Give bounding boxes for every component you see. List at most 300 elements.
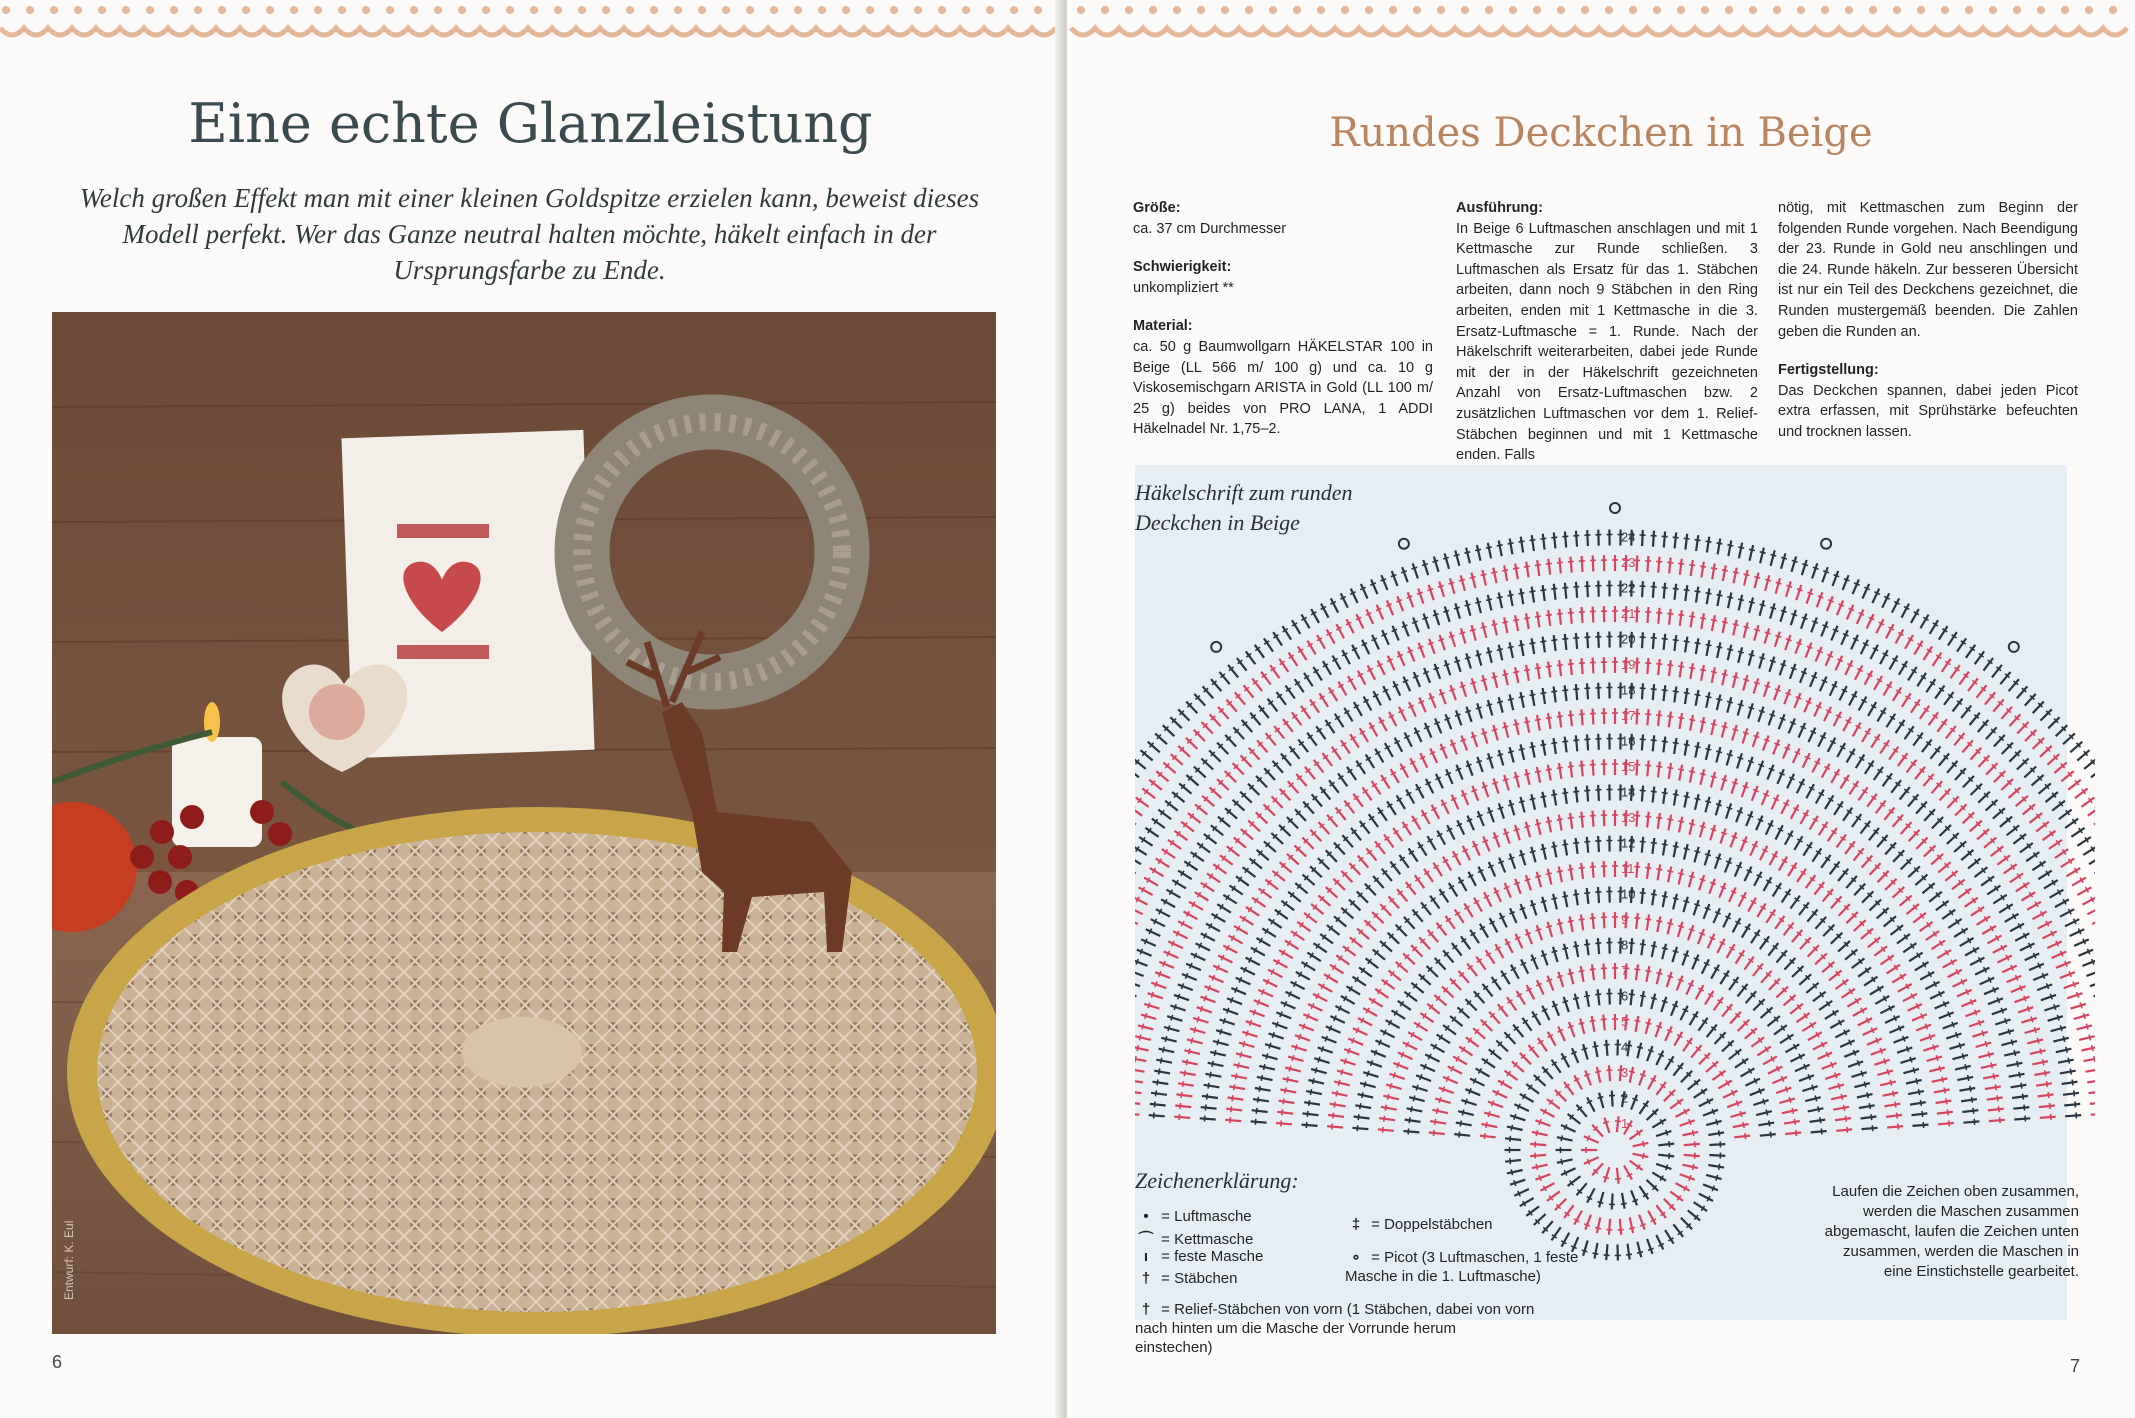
stitch-crossbar [1573,740,1579,741]
stitch-mark [1705,850,1710,865]
stitch-crossbar [1310,1089,1311,1095]
stitch-mark [1375,749,1383,763]
stitch-crossbar [1494,891,1499,894]
stitch-mark [1229,1086,1245,1089]
stitch-mark [1307,953,1321,962]
stitch-mark [1711,772,1715,788]
stitch-crossbar [1295,1045,1297,1051]
stitch-mark [1223,946,1237,953]
stitch-mark [2047,941,2062,948]
stitch-mark [1225,1120,1241,1121]
stitch-mark [1273,960,1287,968]
stitch-mark [1570,608,1571,624]
stitch-crossbar [2051,1114,2052,1120]
stitch-mark [1709,1144,1725,1145]
stitch-mark [1151,983,1166,988]
stitch-crossbar [1694,851,1700,853]
stitch-crossbar [1645,919,1651,920]
stitch-mark [1587,530,1588,546]
stitch-crossbar [1821,1128,1822,1134]
stitch-crossbar [1174,1004,1176,1010]
stitch-mark [1403,1042,1417,1049]
stitch-mark [2077,837,2090,846]
stitch-crossbar [1689,719,1695,720]
stitch-mark [2015,933,2029,940]
stitch-mark [1688,925,1693,940]
stitch-crossbar [1817,650,1823,652]
stitch-crossbar [1348,1048,1350,1054]
stitch-mark [1483,837,1489,852]
stitch-crossbar [1632,1200,1638,1202]
stitch-mark [1653,633,1654,649]
stitch-mark [1816,647,1822,662]
stitch-mark [1576,633,1577,649]
stitch-crossbar [1427,589,1433,591]
stitch-mark [1680,610,1682,626]
stitch-mark [1999,904,2013,913]
stitch-mark [1537,663,1540,679]
stitch-crossbar [1541,901,1547,903]
stitch-crossbar [1936,1055,1938,1061]
stitch-crossbar [1823,571,1829,573]
stitch-crossbar [1465,657,1471,659]
stitch-mark [1379,1118,1395,1120]
stitch-crossbar [1774,743,1780,745]
stitch-crossbar [1645,816,1651,817]
stitch-mark [1642,734,1643,750]
stitch-mark [1493,725,1497,740]
stitch-crossbar [1861,1071,1863,1077]
stitch-mark [1574,1211,1582,1225]
stitch-mark [1504,565,1507,581]
stitch-mark [1446,769,1452,784]
stitch-mark [1470,930,1479,943]
stitch-crossbar [1557,976,1563,978]
stitch-mark [1950,1044,1965,1049]
stitch-mark [1150,868,1164,876]
stitch-crossbar [1791,668,1797,670]
stitch-crossbar [1667,871,1673,872]
stitch-mark [1351,589,1358,603]
picot-mark [2009,642,2019,652]
stitch-mark [1387,801,1396,814]
stitch-crossbar [1593,1046,1599,1047]
stitch-crossbar [1684,693,1690,694]
stitch-mark [1920,615,1928,629]
stitch-crossbar [1243,1041,1245,1047]
stitch-mark [1557,1137,1573,1140]
stitch-crossbar [1161,1058,1162,1064]
stitch-mark [1595,1243,1598,1259]
stitch-mark [1454,1134,1470,1136]
stitch-crossbar [1807,646,1813,648]
pattern-title: Rundes Deckchen in Beige [1329,110,1873,156]
stitch-mark [1647,915,1649,931]
stitch-mark [1772,1077,1787,1083]
stitch-crossbar [1771,555,1777,557]
stitch-crossbar [1770,714,1776,716]
stitch-mark [1701,562,1703,578]
stitch-crossbar [1376,608,1382,610]
stitch-crossbar [1412,621,1418,623]
stitch-crossbar [1562,690,1568,691]
stitch-mark [1698,929,1704,944]
stitch-mark [1204,1085,1220,1088]
stitch-crossbar [1781,557,1787,559]
stitch-mark [1664,532,1665,548]
stitch-crossbar [2063,1036,2064,1042]
stitch-mark [2088,807,2095,816]
stitch-mark [1703,1110,1718,1116]
stitch-mark [1759,653,1764,668]
stitch-crossbar [1894,1016,1897,1021]
stitch-mark [1845,661,1852,675]
stitch-crossbar [1352,1038,1354,1044]
stitch-crossbar [1604,1045,1610,1046]
stitch-mark [2044,880,2058,888]
stitch-mark [1760,1134,1776,1136]
stitch-mark [1526,929,1532,944]
stitch-mark [1435,719,1441,734]
stitch-mark [1135,981,1140,986]
stitch-mark [1173,931,1187,938]
stitch-crossbar [1884,1059,1886,1065]
stitch-mark [1874,767,1883,780]
stitch-crossbar [1459,632,1465,634]
stitch-mark [1141,939,1156,946]
stitch-crossbar [1959,1043,1961,1049]
stitch-mark [1177,1094,1193,1096]
stitch-mark [1510,642,1513,658]
stitch-crossbar [2017,1061,2018,1067]
stitch-mark [1714,908,1720,923]
stitch-crossbar [1898,1026,1900,1032]
stitch-crossbar [1509,912,1515,914]
stitch-mark [1338,682,1346,696]
stitch-mark [1673,894,1677,910]
stitch-mark [1598,785,1599,801]
stitch-mark [1637,1043,1641,1059]
stitch-crossbar [1651,791,1657,792]
stitch-crossbar [1282,1109,1283,1115]
stitch-mark [1327,630,1335,644]
stitch-mark [1200,1118,1216,1119]
stitch-crossbar [1733,572,1739,573]
stitch-mark [1674,738,1676,754]
stitch-crossbar [1694,904,1700,906]
stitch-mark [2033,912,2047,920]
stitch-mark [1159,962,1174,968]
stitch-mark [1890,656,1898,670]
stitch-mark [1494,887,1501,902]
stitch-crossbar [1557,716,1563,717]
stitch-crossbar [1540,796,1546,797]
round-number-label: 6 [1621,988,1629,1004]
stitch-mark [1154,1071,1170,1074]
stitch-mark [1531,847,1535,863]
stitch-mark [1477,650,1481,665]
stitch-mark [1461,736,1467,751]
stitch-mark [1499,593,1502,609]
stitch-mark [1669,558,1670,574]
stitch-mark [1499,697,1503,713]
stitch-crossbar [1564,1170,1567,1175]
stitch-mark [1493,620,1497,636]
stitch-mark [1455,550,1459,566]
stitch-crossbar [1760,604,1766,606]
stitch-mark [1559,712,1561,728]
stitch-crossbar [1384,1116,1385,1122]
stitch-crossbar [1460,739,1466,741]
stitch-mark [1712,615,1715,631]
stitch-mark [1482,622,1486,638]
stitch-crossbar [1726,861,1732,863]
stitch-crossbar [1497,545,1503,546]
stitch-crossbar [1711,672,1717,673]
stitch-mark [1135,866,1136,874]
stitch-mark [1939,626,1948,640]
stitch-mark [1744,622,1748,638]
stitch-mark [1456,710,1461,725]
stitch-mark [1358,1094,1374,1097]
stitch-mark [1231,988,1246,994]
stitch-mark [1323,661,1331,675]
stitch-crossbar [1673,588,1679,589]
stitch-crossbar [1439,1097,1441,1103]
stitch-mark [1662,944,1666,960]
stitch-crossbar [1179,1114,1180,1120]
stitch-mark [1630,1217,1633,1233]
stitch-mark [1202,1096,1218,1098]
stitch-mark [1647,1046,1652,1061]
stitch-crossbar [1562,948,1568,950]
stitch-mark [2094,992,2096,997]
stitch-crossbar [1590,969,1596,970]
stitch-mark [1593,760,1594,776]
stitch-mark [1914,641,1922,655]
stitch-mark [1168,941,1183,948]
stitch-crossbar [1220,1029,1222,1035]
stitch-crossbar [1595,1071,1601,1072]
stitch-mark [1796,585,1801,600]
stitch-crossbar [1887,1069,1889,1075]
stitch-mark [1574,1075,1582,1089]
stitch-mark [1554,584,1556,600]
stitch-mark [1799,1075,1814,1081]
stitch-mark [1701,717,1704,733]
stitch-crossbar [1673,794,1679,795]
stitch-crossbar [1705,854,1711,856]
instructions-label: Ausführung: [1456,200,1543,216]
stitch-crossbar [1381,579,1387,581]
stitch-crossbar [1973,1108,1974,1114]
stitch-mark [1318,1048,1333,1053]
stitch-crossbar [1180,1103,1181,1109]
stitch-crossbar [1524,774,1530,775]
stitch-crossbar [1465,711,1471,713]
stitch-crossbar [1737,811,1743,813]
stitch-crossbar [1299,1034,1301,1040]
stitch-crossbar [1492,782,1498,784]
stitch-mark [1461,682,1466,697]
stitch-crossbar [2031,1017,2033,1023]
stitch-mark [1637,760,1638,776]
stitch-mark [1265,1044,1280,1049]
round-number-label: 3 [1621,1065,1629,1080]
stitch-mark [1852,1072,1867,1077]
stitch-crossbar [1818,1106,1819,1112]
stitch-crossbar [2089,1034,2090,1040]
stitch-mark [1898,984,1912,992]
stitch-crossbar [1651,689,1657,690]
stitch-crossbar [1529,643,1535,644]
stitch-mark [1479,867,1486,882]
stitch-crossbar [1530,851,1536,853]
stitch-mark [1358,671,1366,685]
stitch-crossbar [1689,565,1695,566]
stitch-mark [1917,673,1926,686]
stitch-mark [1736,807,1742,822]
stitch-crossbar [1993,987,1995,993]
stitch-crossbar [1785,747,1791,749]
stitch-crossbar [2043,1059,2044,1065]
stitch-mark [1314,1058,1329,1063]
stitch-mark [1515,825,1520,840]
stitch-crossbar [1731,891,1736,894]
stitch-mark [1691,612,1693,628]
stitch-crossbar [1551,846,1557,847]
stitch-crossbar [1997,1095,1998,1101]
stitch-mark [2033,974,2048,980]
stitch-mark [1790,664,1796,679]
stitch-mark [1828,738,1836,752]
stitch-mark [1515,667,1518,683]
stitch-mark [1510,800,1515,815]
stitch-crossbar [2073,982,2075,988]
stitch-mark [1678,922,1683,937]
stitch-mark [1332,1093,1348,1096]
stitch-crossbar [1524,566,1530,567]
stitch-mark [1642,530,1643,546]
stitch-mark [1592,1016,1595,1032]
stitch-mark [2051,1027,2066,1031]
difficulty-label: Schwierigkeit: [1133,259,1232,276]
stitch-crossbar [1486,547,1492,548]
stitch-crossbar [1551,898,1557,899]
stitch-crossbar [1721,886,1727,888]
stitch-mark [1548,765,1551,781]
stitch-mark [1314,943,1327,952]
stitch-crossbar [1476,707,1482,709]
stitch-crossbar [1722,779,1728,781]
stitch-mark [1609,1065,1610,1081]
stitch-mark [1318,984,1332,992]
stitch-mark [1548,610,1550,626]
stitch-crossbar [1558,1030,1563,1033]
stitch-crossbar [1466,764,1472,766]
stitch-crossbar [1700,826,1706,828]
stitch-mark [1733,918,1741,932]
stitch-mark [1515,879,1521,894]
stitch-crossbar [1742,840,1748,842]
stitch-mark [1462,790,1468,805]
stitch-mark [1409,702,1416,717]
stitch-crossbar [1711,724,1717,725]
stitch-crossbar [1403,680,1409,683]
stitch-crossbar [1148,1003,1150,1009]
stitch-crossbar [1178,994,1180,1000]
stitch-crossbar [1651,843,1657,844]
stitch-crossbar [1461,794,1467,796]
stitch-mark [1609,1219,1610,1235]
stitch-mark [1684,1144,1700,1145]
stitch-crossbar [1792,1108,1793,1114]
stitch-mark [1765,575,1769,591]
stitch-mark [1394,1063,1409,1069]
stitch-mark [1903,1069,1919,1073]
stitch-crossbar [1770,1132,1771,1138]
stitch-mark [1559,660,1561,676]
stitch-mark [1653,684,1654,700]
stitch-mark [1808,1032,1822,1040]
stitch-crossbar [1995,1084,1996,1090]
stitch-crossbar [2078,929,2081,935]
stitch-crossbar [1727,649,1733,650]
stitch-crossbar [1579,868,1585,869]
stitch-mark [1816,790,1824,804]
stitch-crossbar [1239,977,1242,983]
stitch-crossbar [1487,811,1493,813]
stitch-mark [2002,1041,2018,1045]
stitch-mark [1532,742,1535,758]
stitch-mark [1362,640,1369,654]
size-label: Größe: [1133,200,1181,216]
stitch-mark [1810,672,1816,687]
stitch-mark [1135,907,1143,914]
stitch-mark [1831,626,1837,641]
stitch-mark [1763,736,1769,751]
stitch-mark [1647,709,1648,725]
stitch-mark [1281,1002,1296,1008]
stitch-crossbar [1966,989,1969,995]
stitch-crossbar [1832,685,1837,688]
stitch-mark [1295,1035,1310,1040]
stitch-mark [1587,581,1588,597]
stitch-crossbar [1234,1084,1235,1090]
stitch-crossbar [1573,638,1579,639]
round-number-label: 4 [1621,1039,1629,1055]
stitch-mark [1773,740,1779,755]
stitch-mark [1490,918,1498,932]
stitch-mark [1923,1046,1938,1051]
stitch-mark [1581,812,1583,828]
stitch-mark [1763,1056,1777,1064]
stitch-crossbar [1557,614,1563,615]
stitch-mark [1663,840,1666,856]
stitch-mark [1760,846,1767,860]
stitch-mark [1642,786,1643,802]
stitch-mark [1668,919,1672,935]
stitch-mark [1190,1029,1205,1033]
stitch-crossbar [1557,923,1563,925]
stitch-mark [1554,635,1556,651]
stitch-mark [2032,861,2045,870]
stitch-crossbar [1253,1010,1255,1016]
stitch-crossbar [1401,1052,1404,1057]
stitch-crossbar [1673,640,1679,641]
stitch-crossbar [1212,975,1214,981]
stitch-mark [1428,836,1436,850]
